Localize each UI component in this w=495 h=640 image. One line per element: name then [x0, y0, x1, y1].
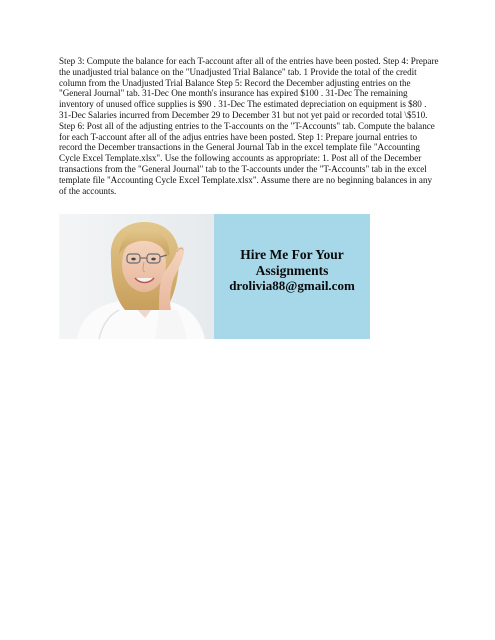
- woman-photo: [59, 214, 214, 339]
- document-body-text: Step 3: Compute the balance for each T-account after all of the entries have been posted. Step 4: Prepare the unadjusted trial balance on the "Unadjusted Trial Balance" tab. 1 Provide the total of the credit column from the Unadjusted Trial Balance Step 5: Record the December adjusting entries on the "General Journal" tab. 31-Dec One month's insurance has expired $100 . 31-Dec The remaining inventory of unused office supplies is $90 . 31-Dec The estimated depreciation on equipment is $80 . 31-Dec Salaries incurred from December 29 to December 31 but not yet paid or recorded total \$510. Step 6: Post all of the adjusting entries to the T-accounts on the "T-Accounts" tab. Compute the balance for each T-account after all of the adjus entries have been posted. Step 1: Prepare journal entries to record the December transactions in the General Journal Tab in the excel template file "Accounting Cycle Excel Template.xlsx". Use the following accounts as appropriate: 1. Post all of the December transactions from the "General Journal" tab to the T-accounts under the "T-Accounts" tab in the excel template file "Accounting Cycle Excel Template.xlsx". Assume there are no beginning balances in any of the accounts.: [59, 56, 439, 196]
- ad-email[interactable]: drolivia88@gmail.com: [229, 278, 355, 293]
- advertisement-banner[interactable]: [59, 214, 370, 339]
- ad-headline: Hire Me For Your: [240, 247, 344, 262]
- ad-subheadline: Assignments: [255, 263, 329, 278]
- ad-text-panel: [214, 214, 370, 339]
